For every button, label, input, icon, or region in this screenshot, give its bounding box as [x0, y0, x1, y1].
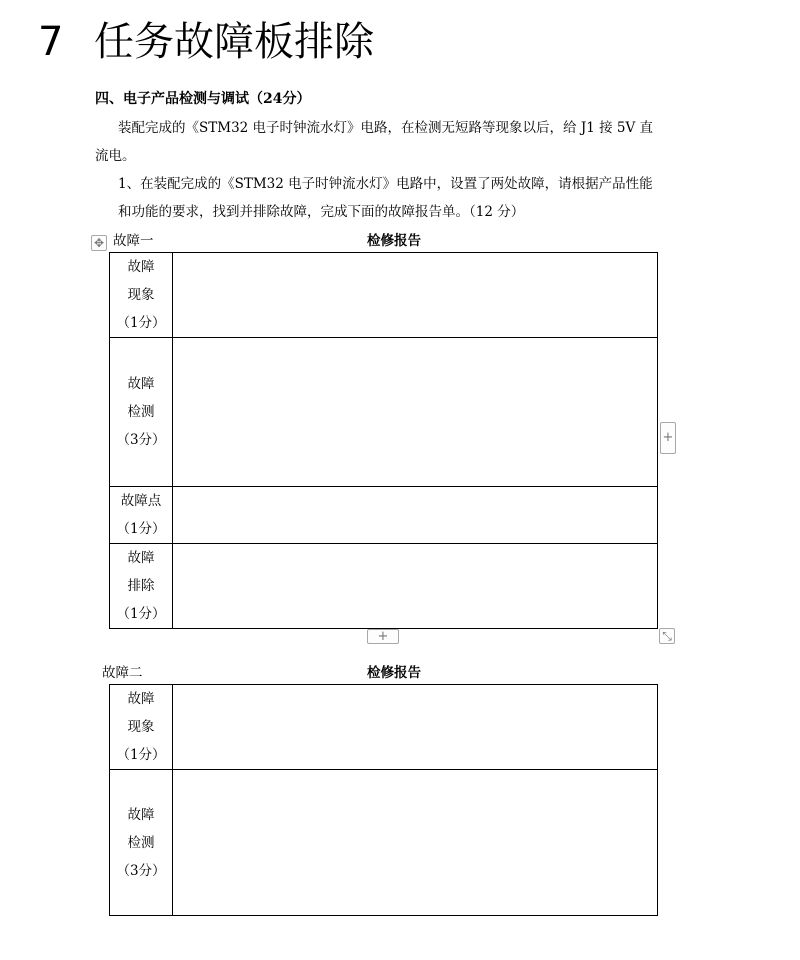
section-title: 四、电子产品检测与调试（24分）	[95, 91, 311, 107]
move-icon[interactable]: ✥	[91, 235, 107, 251]
table-row	[110, 770, 658, 916]
table-row	[110, 685, 658, 770]
table-row	[110, 253, 658, 338]
phenomenon-input-cell[interactable]	[173, 253, 658, 338]
add-row-plus-icon[interactable]: +	[367, 629, 399, 644]
report-1-title: 检修报告	[367, 233, 421, 249]
add-column-plus-icon[interactable]: +	[660, 422, 676, 454]
fault-1-report-table	[109, 252, 658, 629]
report-2-title: 检修报告	[367, 665, 421, 681]
fault-2-report-table	[109, 684, 658, 916]
resize-icon[interactable]: ⤡	[659, 628, 675, 644]
paragraph-2-line-1: 1、在装配完成的《STM32 电子时钟流水灯》电路中，设置了两处故障，请根据产品性能	[118, 176, 653, 192]
heading-text: 任务故障板排除	[94, 19, 374, 65]
page-heading	[38, 18, 374, 66]
row-label: 故障点 （1分）	[110, 487, 173, 544]
paragraph-1-line-1: 装配完成的《STM32 电子时钟流水灯》电路，在检测无短路等现象以后，给 J1 接 5V 直	[118, 120, 654, 136]
fault-2-caption: 故障二	[102, 665, 143, 681]
detection-input-cell[interactable]	[173, 338, 658, 487]
row-label: 故障 现象 （1分）	[110, 253, 173, 338]
fault-point-input-cell[interactable]	[173, 487, 658, 544]
table-row	[110, 544, 658, 629]
phenomenon-input-cell[interactable]	[173, 685, 658, 770]
row-label: 故障 现象 （1分）	[110, 685, 173, 770]
heading-number: 7	[38, 19, 64, 65]
paragraph-2-line-2: 和功能的要求，找到并排除故障，完成下面的故障报告单。（12 分）	[118, 204, 525, 220]
elimination-input-cell[interactable]	[173, 544, 658, 629]
table-row	[110, 338, 658, 487]
paragraph-1-line-2: 流电。	[95, 148, 136, 164]
row-label: 故障 排除 （1分）	[110, 544, 173, 629]
row-label: 故障 检测 （3分）	[110, 770, 173, 916]
table-row	[110, 487, 658, 544]
row-label: 故障 检测 （3分）	[110, 338, 173, 487]
detection-input-cell[interactable]	[173, 770, 658, 916]
fault-1-caption: 故障一	[113, 233, 154, 249]
